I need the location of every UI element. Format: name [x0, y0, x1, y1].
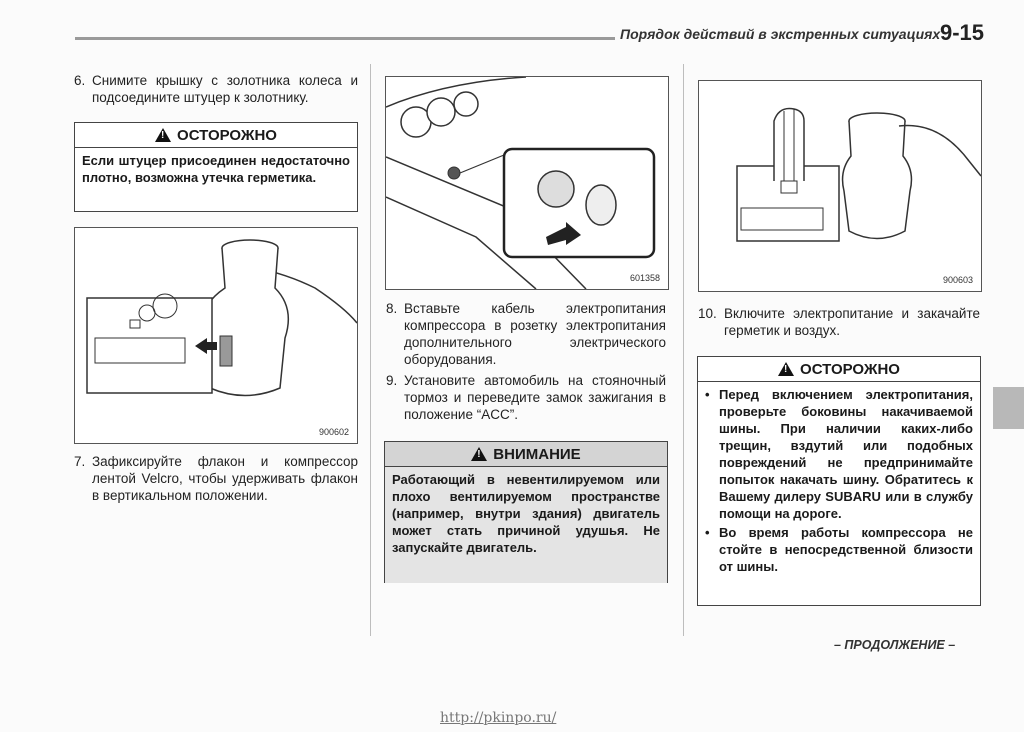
figure-id: 601358 [629, 273, 660, 283]
step-7 [74, 453, 358, 504]
step-10 [698, 305, 980, 339]
figure-power-socket [385, 76, 669, 290]
bullet-dot-icon: • [705, 525, 710, 540]
caution-text: Работающий в невентилируемом или плохо вентилируемом пространстве (например, внутри здания) двигатель может стать причиной удушья. Не запускайте двигатель. [385, 467, 667, 583]
compressor-switch-illustration [699, 81, 981, 291]
chapter-tab-marker [993, 387, 1024, 429]
compressor-bottle-illustration [75, 228, 357, 443]
warning-triangle-icon: ! [471, 447, 487, 461]
bullet-dot-icon: • [705, 387, 710, 402]
step-text: Включите электропитание и закачайте герметик и воздух. [724, 306, 980, 338]
power-socket-illustration [386, 77, 668, 289]
figure-compressor-bottle [74, 227, 358, 444]
warning-triangle-icon: ! [155, 128, 171, 142]
step-8 [386, 300, 666, 368]
header-rule [75, 37, 615, 40]
warning-triangle-icon: ! [778, 362, 794, 376]
warning-body [698, 382, 980, 581]
section-title: Порядок действий в экстренных ситуациях [620, 26, 941, 42]
step-9 [386, 372, 666, 423]
footer-url-link[interactable]: http://pkinpo.ru/ [440, 710, 557, 726]
caution-box-ventilation [384, 441, 668, 583]
step-number: 7. [74, 454, 86, 469]
continued-label: – ПРОДОЛЖЕНИЕ – [834, 638, 956, 652]
step-6 [74, 72, 358, 106]
step-number: 8. [386, 301, 398, 316]
page-number: 9-15 [940, 20, 985, 45]
warning-header [698, 357, 980, 382]
column-divider-2 [683, 64, 684, 636]
figure-id: 900603 [942, 275, 973, 285]
warning-title: ОСТОРОЖНО [800, 360, 900, 378]
caution-header [385, 442, 667, 467]
step-text: Снимите крышку с золотника колеса и подсоедините штуцер к золотнику. [92, 73, 358, 105]
warning-box-inspection [697, 356, 981, 606]
step-text: Установите автомобиль на стояночный тормоз и переведите замок зажигания в положение “ACC”. [404, 373, 666, 422]
warning-text: Если штуцер присоединен недостаточно плотно, возможна утечка герметика. [82, 153, 350, 185]
column-divider-1 [370, 64, 371, 636]
step-number: 10. [698, 306, 717, 321]
figure-id: 900602 [318, 427, 349, 437]
step-number: 6. [74, 73, 86, 88]
warning-bullet: • Во время работы компрессора не стойте в непосредственной близости от шины. [705, 525, 973, 574]
step-text: Вставьте кабель электропитания компрессора в розетку электропитания дополнительного электрического оборудования. [404, 301, 666, 367]
step-number: 9. [386, 373, 398, 388]
warning-header [75, 123, 357, 148]
caution-title: ВНИМАНИЕ [493, 445, 581, 463]
warning-bullet: • Перед включением электропитания, проверьте боковины накачиваемой шины. При наличии каких-либо трещин, вздутий или подобных повреждений не предпринимайте попыток накачать шину. Обратитесь к Вашему дилеру SUBARU или в службу помощи на дороге. [705, 387, 973, 521]
warning-box-leak [74, 122, 358, 212]
warning-title: ОСТОРОЖНО [177, 126, 277, 144]
step-text: Зафиксируйте флакон и компрессор лентой Velcro, чтобы удерживать флакон в вертикальном положении. [92, 454, 358, 503]
figure-compressor-switch [698, 80, 982, 292]
